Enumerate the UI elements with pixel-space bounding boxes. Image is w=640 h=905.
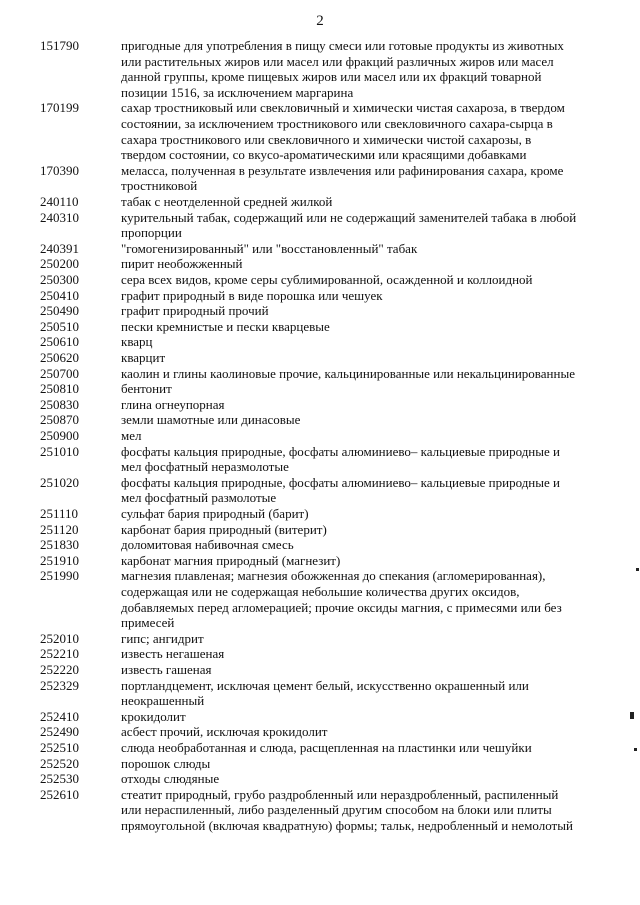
code-description xyxy=(121,709,626,725)
description-line: тростниковой xyxy=(121,178,198,194)
description-line: известь негашеная xyxy=(121,646,225,662)
code-description xyxy=(121,787,626,834)
code-description xyxy=(121,756,626,772)
code-number: 252520 xyxy=(40,755,79,771)
code-description xyxy=(121,288,626,304)
code-number: 250610 xyxy=(40,334,79,350)
code-description xyxy=(121,522,626,538)
code-number: 250810 xyxy=(40,381,79,397)
code-number: 251120 xyxy=(40,521,79,537)
description-line: данной группы, кроме пищевых жиров или масел или их фракций товарной xyxy=(121,69,542,85)
code-number: 251110 xyxy=(40,506,79,521)
code-number: 170199 xyxy=(40,100,79,116)
description-line: "гомогенизированный" или "восстановленный" табак xyxy=(121,240,418,256)
code-number: 240310 xyxy=(40,209,79,225)
description-line: курительный табак, содержащий или не содержащий заменителей табака в любой xyxy=(121,209,577,225)
description-line: твердом состоянии, со вкусо-ароматическими или красящими добавками xyxy=(121,147,527,163)
description-line: или нераспиленный, либо разделенный другим способом на блоки или плиты xyxy=(121,802,552,818)
scan-mark xyxy=(634,748,637,751)
code-number: 250830 xyxy=(40,396,79,412)
code-description xyxy=(121,334,626,350)
description-line: пропорции xyxy=(121,225,182,241)
code-number: 250870 xyxy=(40,412,79,428)
code-number: 250510 xyxy=(40,318,79,334)
code-number: 250200 xyxy=(40,256,79,272)
code-description xyxy=(121,553,626,569)
description-line: магнезия плавленая; магнезия обожженная до спекания (агломерированная), xyxy=(121,568,546,584)
code-number: 251010 xyxy=(40,443,79,459)
code-number: 250490 xyxy=(40,303,79,319)
code-number: 251020 xyxy=(40,474,79,490)
code-description xyxy=(121,194,626,210)
code-description xyxy=(121,662,626,678)
description-line: пески кремнистые и пески кварцевые xyxy=(121,318,330,334)
description-line: доломитовая набивочная смесь xyxy=(121,537,294,553)
description-line: бентонит xyxy=(121,381,172,397)
code-description xyxy=(121,350,626,366)
code-description xyxy=(121,163,626,194)
code-description xyxy=(121,724,626,740)
code-description xyxy=(121,646,626,662)
description-line: кварц xyxy=(121,334,153,350)
description-line: неокрашенный xyxy=(121,693,205,709)
code-description xyxy=(121,568,626,630)
description-line: асбест прочий, исключая крокидолит xyxy=(121,724,328,740)
code-number: 251830 xyxy=(40,537,79,553)
code-number: 252410 xyxy=(40,708,79,724)
description-line: мел фосфатный неразмолотые xyxy=(121,459,289,475)
code-description xyxy=(121,397,626,413)
description-line: или растительных жиров или масел или фракций различных жиров или масел xyxy=(121,53,554,69)
code-number: 252490 xyxy=(40,724,79,740)
code-number: 252329 xyxy=(40,677,79,693)
description-line: глина огнеупорная xyxy=(121,396,225,412)
description-line: фосфаты кальция природные, фосфаты алюминиево– кальциевые природные и xyxy=(121,474,560,490)
description-line: мел фосфатный размолотые xyxy=(121,490,277,506)
code-description xyxy=(121,506,626,522)
code-description xyxy=(121,537,626,553)
code-description xyxy=(121,444,626,475)
description-line: сера всех видов, кроме серы сублимированной, осажденной и коллоидной xyxy=(121,272,533,287)
code-description xyxy=(121,475,626,506)
code-number: 240110 xyxy=(40,194,79,209)
description-line: крокидолит xyxy=(121,708,186,724)
code-number: 251910 xyxy=(40,552,79,568)
code-number: 252510 xyxy=(40,740,79,755)
description-line: известь гашеная xyxy=(121,662,212,677)
description-line: порошок слюды xyxy=(121,755,211,771)
code-number: 151790 xyxy=(40,38,79,53)
code-description xyxy=(121,771,626,787)
code-number: 252010 xyxy=(40,630,79,646)
code-number: 252210 xyxy=(40,646,79,662)
code-description xyxy=(121,412,626,428)
code-description xyxy=(121,38,626,100)
code-number: 250700 xyxy=(40,365,79,381)
description-line: портландцемент, исключая цемент белый, искусственно окрашенный или xyxy=(121,677,529,693)
description-line: фосфаты кальция природные, фосфаты алюминиево– кальциевые природные и xyxy=(121,443,560,459)
description-line: каолин и глины каолиновые прочие, кальцинированные или некальцинированные xyxy=(121,365,575,381)
description-line: сахара тростникового или свекловичного и химически чистой сахарозы, в xyxy=(121,131,532,147)
description-line: добавляемых перед агломерацией; прочие оксиды магния, с примесями или без xyxy=(121,599,562,615)
description-line: отходы слюдяные xyxy=(121,771,220,787)
code-description xyxy=(121,740,626,756)
code-description xyxy=(121,256,626,272)
code-number: 250410 xyxy=(40,287,79,303)
description-line: пирит необожженный xyxy=(121,256,243,272)
code-number: 240391 xyxy=(40,240,79,256)
description-line: пригодные для употребления в пищу смеси или готовые продукты из животных xyxy=(121,38,564,53)
code-description xyxy=(121,319,626,335)
description-line: табак с неотделенной средней жилкой xyxy=(121,194,333,209)
code-description xyxy=(121,303,626,319)
description-line: прямоугольной (включая квадратную) формы; тальк, недробленный и немолотый xyxy=(121,817,573,833)
description-line: стеатит природный, грубо раздробленный или нераздробленный, распиленный xyxy=(121,786,559,802)
description-line: графит природный в виде порошка или чешуек xyxy=(121,287,383,303)
scan-mark xyxy=(636,568,639,571)
code-number: 252610 xyxy=(40,786,79,802)
description-line: меласса, полученная в результате извлечения или рафинирования сахара, кроме xyxy=(121,162,564,178)
description-line: гипс; ангидрит xyxy=(121,630,204,646)
code-description xyxy=(121,678,626,709)
description-line: позиции 1516, за исключением маргарина xyxy=(121,84,354,100)
code-description xyxy=(121,210,626,241)
description-line: примесей xyxy=(121,615,175,631)
description-line: сульфат бария природный (барит) xyxy=(121,506,309,521)
code-description xyxy=(121,631,626,647)
code-number: 250620 xyxy=(40,350,79,365)
code-description xyxy=(121,100,626,162)
description-line: сахар тростниковый или свекловичный и химически чистая сахароза, в твердом xyxy=(121,100,565,116)
code-description xyxy=(121,366,626,382)
code-number: 252220 xyxy=(40,662,79,677)
code-description xyxy=(121,272,626,288)
description-line: состоянии, за исключением тростникового или свекловичного сахара-сырца в xyxy=(121,115,553,131)
code-description xyxy=(121,241,626,257)
description-line: содержащая или не содержащая небольшие количества других оксидов, xyxy=(121,583,520,599)
description-line: карбонат бария природный (витерит) xyxy=(121,521,327,537)
scan-mark xyxy=(630,712,634,719)
page-number: 2 xyxy=(316,13,324,29)
code-number: 252530 xyxy=(40,771,79,787)
code-number: 170390 xyxy=(40,162,79,178)
code-description xyxy=(121,381,626,397)
description-line: мел xyxy=(121,428,142,443)
code-number: 250300 xyxy=(40,272,79,287)
description-line: кварцит xyxy=(121,350,166,365)
description-line: графит природный прочий xyxy=(121,303,269,319)
description-line: слюда необработанная и слюда, расщепленная на пластинки или чешуйки xyxy=(121,740,532,755)
description-line: карбонат магния природный (магнезит) xyxy=(121,552,341,568)
code-number: 250900 xyxy=(40,428,79,443)
code-description xyxy=(121,428,626,444)
description-line: земли шамотные или динасовые xyxy=(121,412,301,428)
code-number: 251990 xyxy=(40,568,79,584)
